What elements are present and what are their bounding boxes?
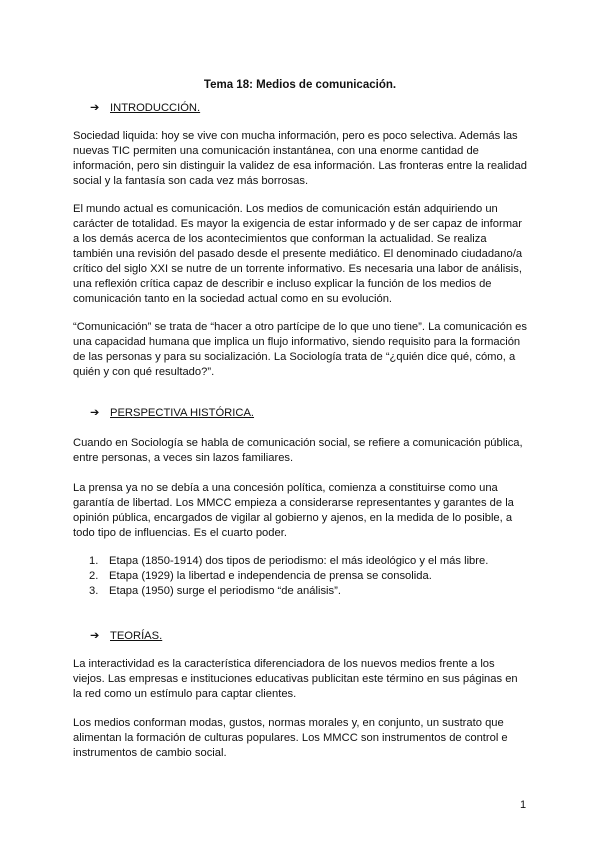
section-heading-introduccion: [90, 101, 200, 114]
list-item: [73, 569, 528, 584]
arrow-bullet-icon: ➔: [90, 630, 100, 642]
heading-text: TEORÍAS.: [110, 630, 163, 642]
list-item: [73, 554, 528, 569]
list-item-text: Etapa (1950) surge el periodismo “de análisis”.: [109, 585, 341, 597]
heading-text: INTRODUCCIÓN.: [110, 102, 201, 114]
paragraph: Cuando en Sociología se habla de comunicación social, se refiere a comunicación pública, entre personas, a veces sin lazos familiares.: [73, 437, 523, 464]
list-item-text: Etapa (1850-1914) dos tipos de periodismo: el más ideológico y el más libre.: [109, 555, 489, 567]
list-number: 1.: [89, 555, 99, 567]
page-number: 1: [520, 799, 527, 811]
heading-text: PERSPECTIVA HISTÓRICA.: [110, 407, 255, 419]
paragraph: La interactividad es la característica diferenciadora de los nuevos medios frente a los viejos. Las empresas e instituciones educativas publicitan este término en sus páginas en la red como un estímulo para captar clientes.: [73, 658, 518, 700]
list-item-text: Etapa (1929) la libertad e independencia de prensa se consolida.: [109, 570, 432, 582]
paragraph: El mundo actual es comunicación. Los medios de comunicación están adquiriendo un carácter de totalidad. Es mayor la exigencia de estar informado y de ser capaz de informar a los demás acerca de los acontecimientos que conforman la actualidad. Se realiza también una revisión del pasado desde el presente mediático. El denominado ciudadano/a crítico del siglo XXI se nutre de un torrente informativo. Es necesaria una labor de análisis, una reflexión crítica capaz de describir e incluso explicar la función de los medios de comunicación tanto en la sociedad actual como en su evolución.: [73, 203, 523, 305]
page-title: Tema 18: Medios de comunicación.: [203, 79, 397, 91]
arrow-bullet-icon: ➔: [90, 102, 100, 114]
section-heading-teorias: [90, 629, 162, 642]
list-number: 3.: [89, 585, 99, 597]
paragraph: Sociedad liquida: hoy se vive con mucha información, pero es poco selectiva. Además las nuevas TIC permiten una comunicación instantánea, con una enorme cantidad de información, pero sin distinguir la validez de esa información. Las fronteras entre la realidad social y la fantasía son cada vez más borrosas.: [73, 130, 527, 187]
list-number: 2.: [89, 570, 99, 582]
section-heading-perspectiva-historica: [90, 406, 254, 419]
list-item: [73, 584, 528, 599]
arrow-bullet-icon: ➔: [90, 407, 100, 419]
etapas-list: [73, 554, 528, 599]
paragraph: Los medios conforman modas, gustos, normas morales y, en conjunto, un sustrato que alimentan la formación de culturas populares. Los MMCC son instrumentos de control e instrumentos de cambio social.: [73, 717, 508, 759]
paragraph: “Comunicación” se trata de “hacer a otro partícipe de lo que uno tiene”. La comunicación es una capacidad humana que implica un flujo informativo, siendo requisito para la formación de las personas y para su socialización. La Sociología trata de “¿quién dice qué, cómo, a quién y con qué resultado?”.: [73, 321, 527, 378]
paragraph: La prensa ya no se debía a una concesión política, comienza a constituirse como una garantía de libertad. Los MMCC empieza a considerarse representantes y garantes de la opinión pública, encargados de vigilar al gobierno y ajenos, en la medida de lo posible, a todo tipo de influencias. Es el cuarto poder.: [73, 482, 514, 539]
